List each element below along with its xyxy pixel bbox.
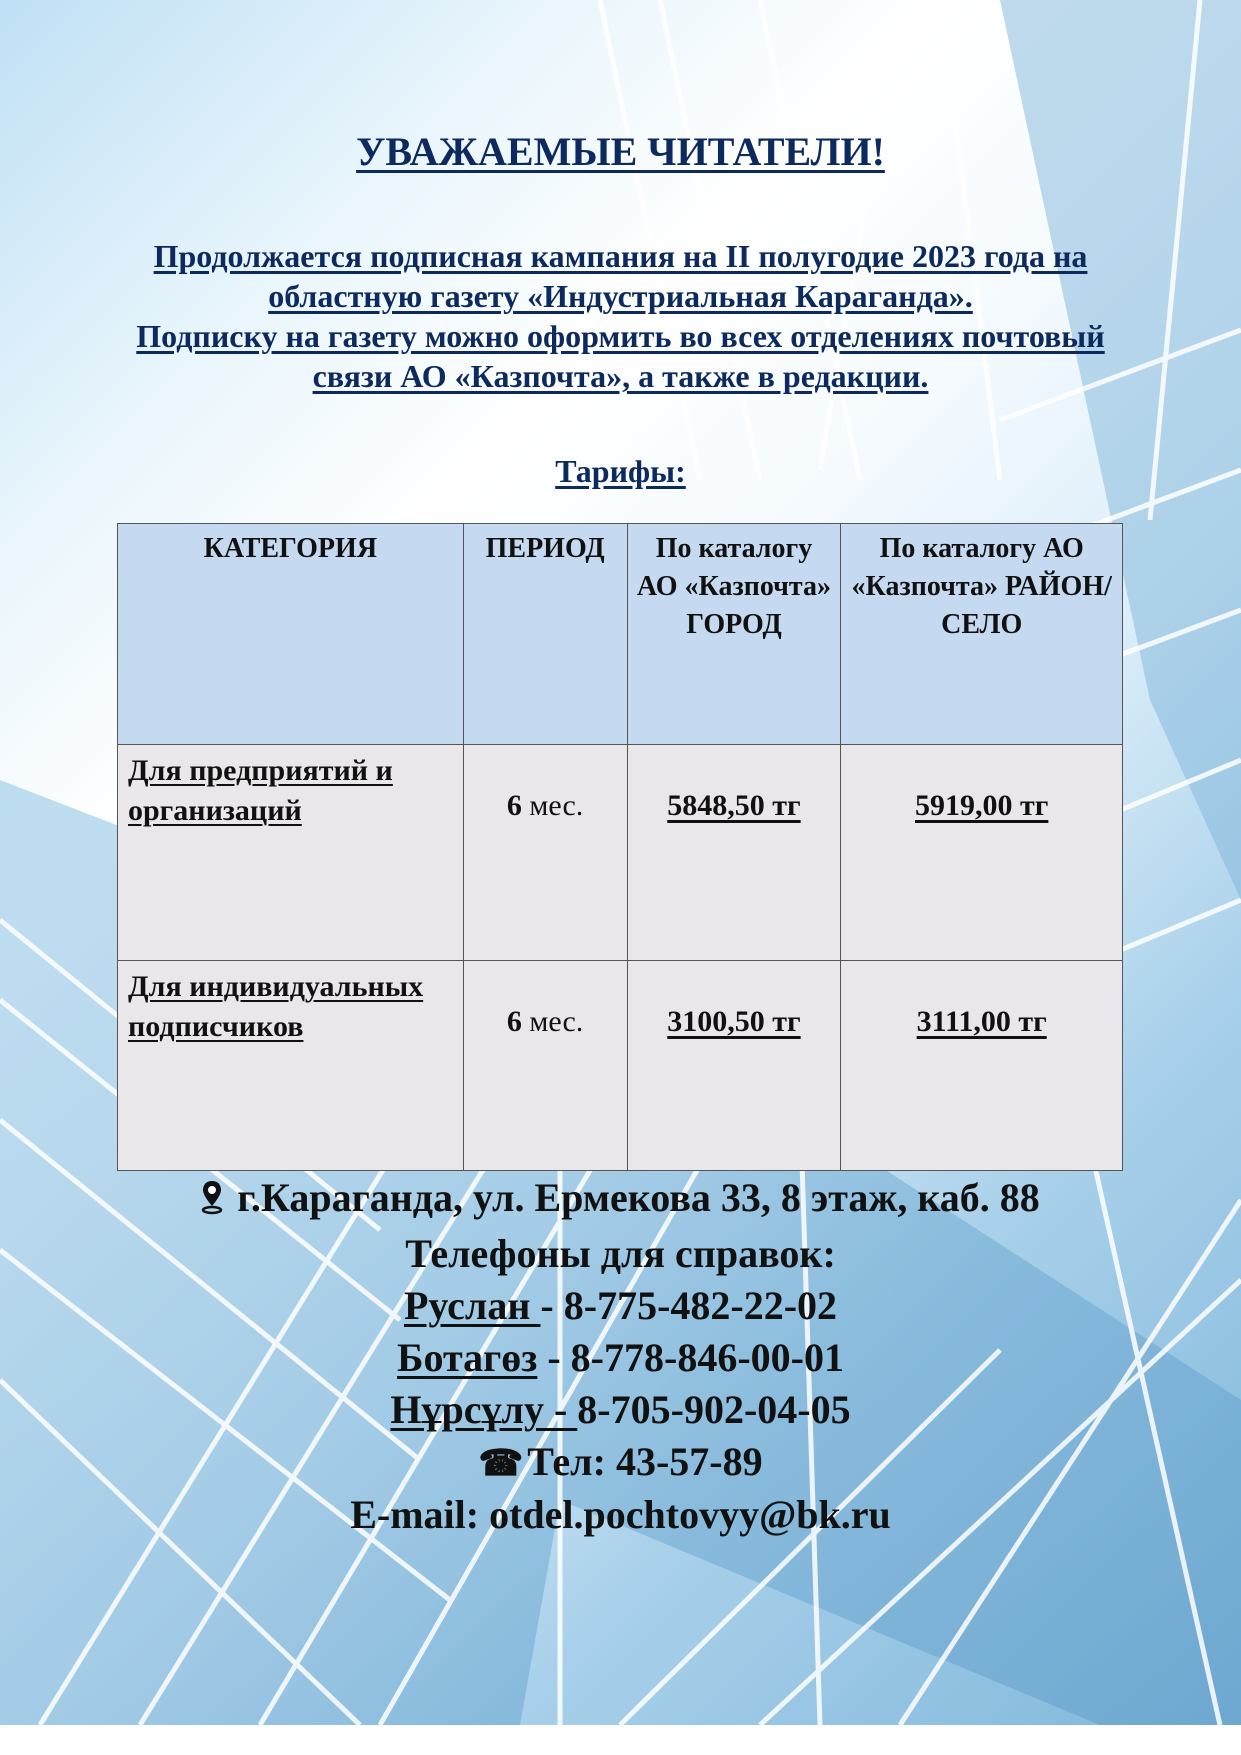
header-city-price: По каталогу АО «Казпочта» ГОРОД [627, 524, 841, 745]
rural-price-cell [841, 745, 1123, 961]
contact-person [0, 1384, 1241, 1436]
table-row [118, 961, 1123, 1171]
address-text: г.Караганда, ул. Ермекова 33, 8 этаж, каб. 88 [237, 1175, 1040, 1220]
contact-name: Руслан [403, 1283, 541, 1328]
category-cell [118, 961, 464, 1171]
contact-phone[interactable]: 8-705-902-04-05 [577, 1387, 851, 1432]
period-unit: мес. [521, 789, 584, 822]
office-phone-line [0, 1436, 1241, 1489]
city-price-cell [627, 745, 841, 961]
map-pin-icon [201, 1176, 223, 1228]
header-period: ПЕРИОД [463, 524, 627, 745]
contact-name: Нұрсұлу - [390, 1387, 578, 1432]
contact-block [0, 1172, 1241, 1541]
email-link[interactable]: E-mail: otdel.pochtovyy@bk.ru [350, 1492, 891, 1537]
intro-line-1: Продолжается подписная кампания на II полугодие 2023 года на [153, 238, 1088, 274]
page-title: УВАЖАЕМЫЕ ЧИТАТЕЛИ! [356, 129, 885, 174]
city-price: 5848,50 тг [667, 789, 801, 822]
separator: - [540, 1283, 564, 1328]
telephone-icon: ☎ [478, 1443, 524, 1483]
address-line [0, 1172, 1241, 1228]
separator: - [537, 1335, 571, 1380]
intro-line-3: Подписку на газету можно оформить во всех отделениях почтовый [136, 318, 1105, 354]
header-rural-price: По каталогу АО «Казпочта» РАЙОН/СЕЛО [841, 524, 1123, 745]
tariffs-table [117, 523, 1123, 1171]
period-number: 6 [506, 789, 522, 822]
contact-person [0, 1280, 1241, 1332]
category-label: Для индивидуальных подписчиков [128, 970, 424, 1043]
city-price-cell [627, 961, 841, 1171]
category-label: Для предприятий и организаций [128, 754, 393, 827]
rural-price: 3111,00 тг [916, 1005, 1047, 1038]
period-unit: мес. [521, 1005, 584, 1038]
rural-price: 5919,00 тг [915, 789, 1049, 822]
contact-person [0, 1332, 1241, 1384]
period-number: 6 [506, 1005, 522, 1038]
tariffs-label: Тарифы: [555, 453, 686, 489]
category-cell [118, 745, 464, 961]
contact-phone[interactable]: 8-775-482-22-02 [563, 1283, 838, 1328]
city-price: 3100,50 тг [667, 1005, 801, 1038]
table-row [118, 745, 1123, 961]
period-cell [463, 961, 627, 1171]
header-category: КАТЕГОРИЯ [118, 524, 464, 745]
period-cell [463, 745, 627, 961]
office-phone[interactable]: Тел: 43-57-89 [527, 1439, 763, 1484]
rural-price-cell [841, 961, 1123, 1171]
intro-line-2: областную газету «Индустриальная Караганда». [268, 278, 973, 314]
table-header-row [118, 524, 1123, 745]
intro-paragraph [30, 236, 1211, 396]
contact-name: Ботагөз [397, 1335, 538, 1380]
contact-phone[interactable]: 8-778-846-00-01 [570, 1335, 844, 1380]
intro-line-4: связи АО «Казпочта», а также в редакции. [312, 358, 929, 394]
phones-title: Телефоны для справок: [405, 1231, 836, 1276]
